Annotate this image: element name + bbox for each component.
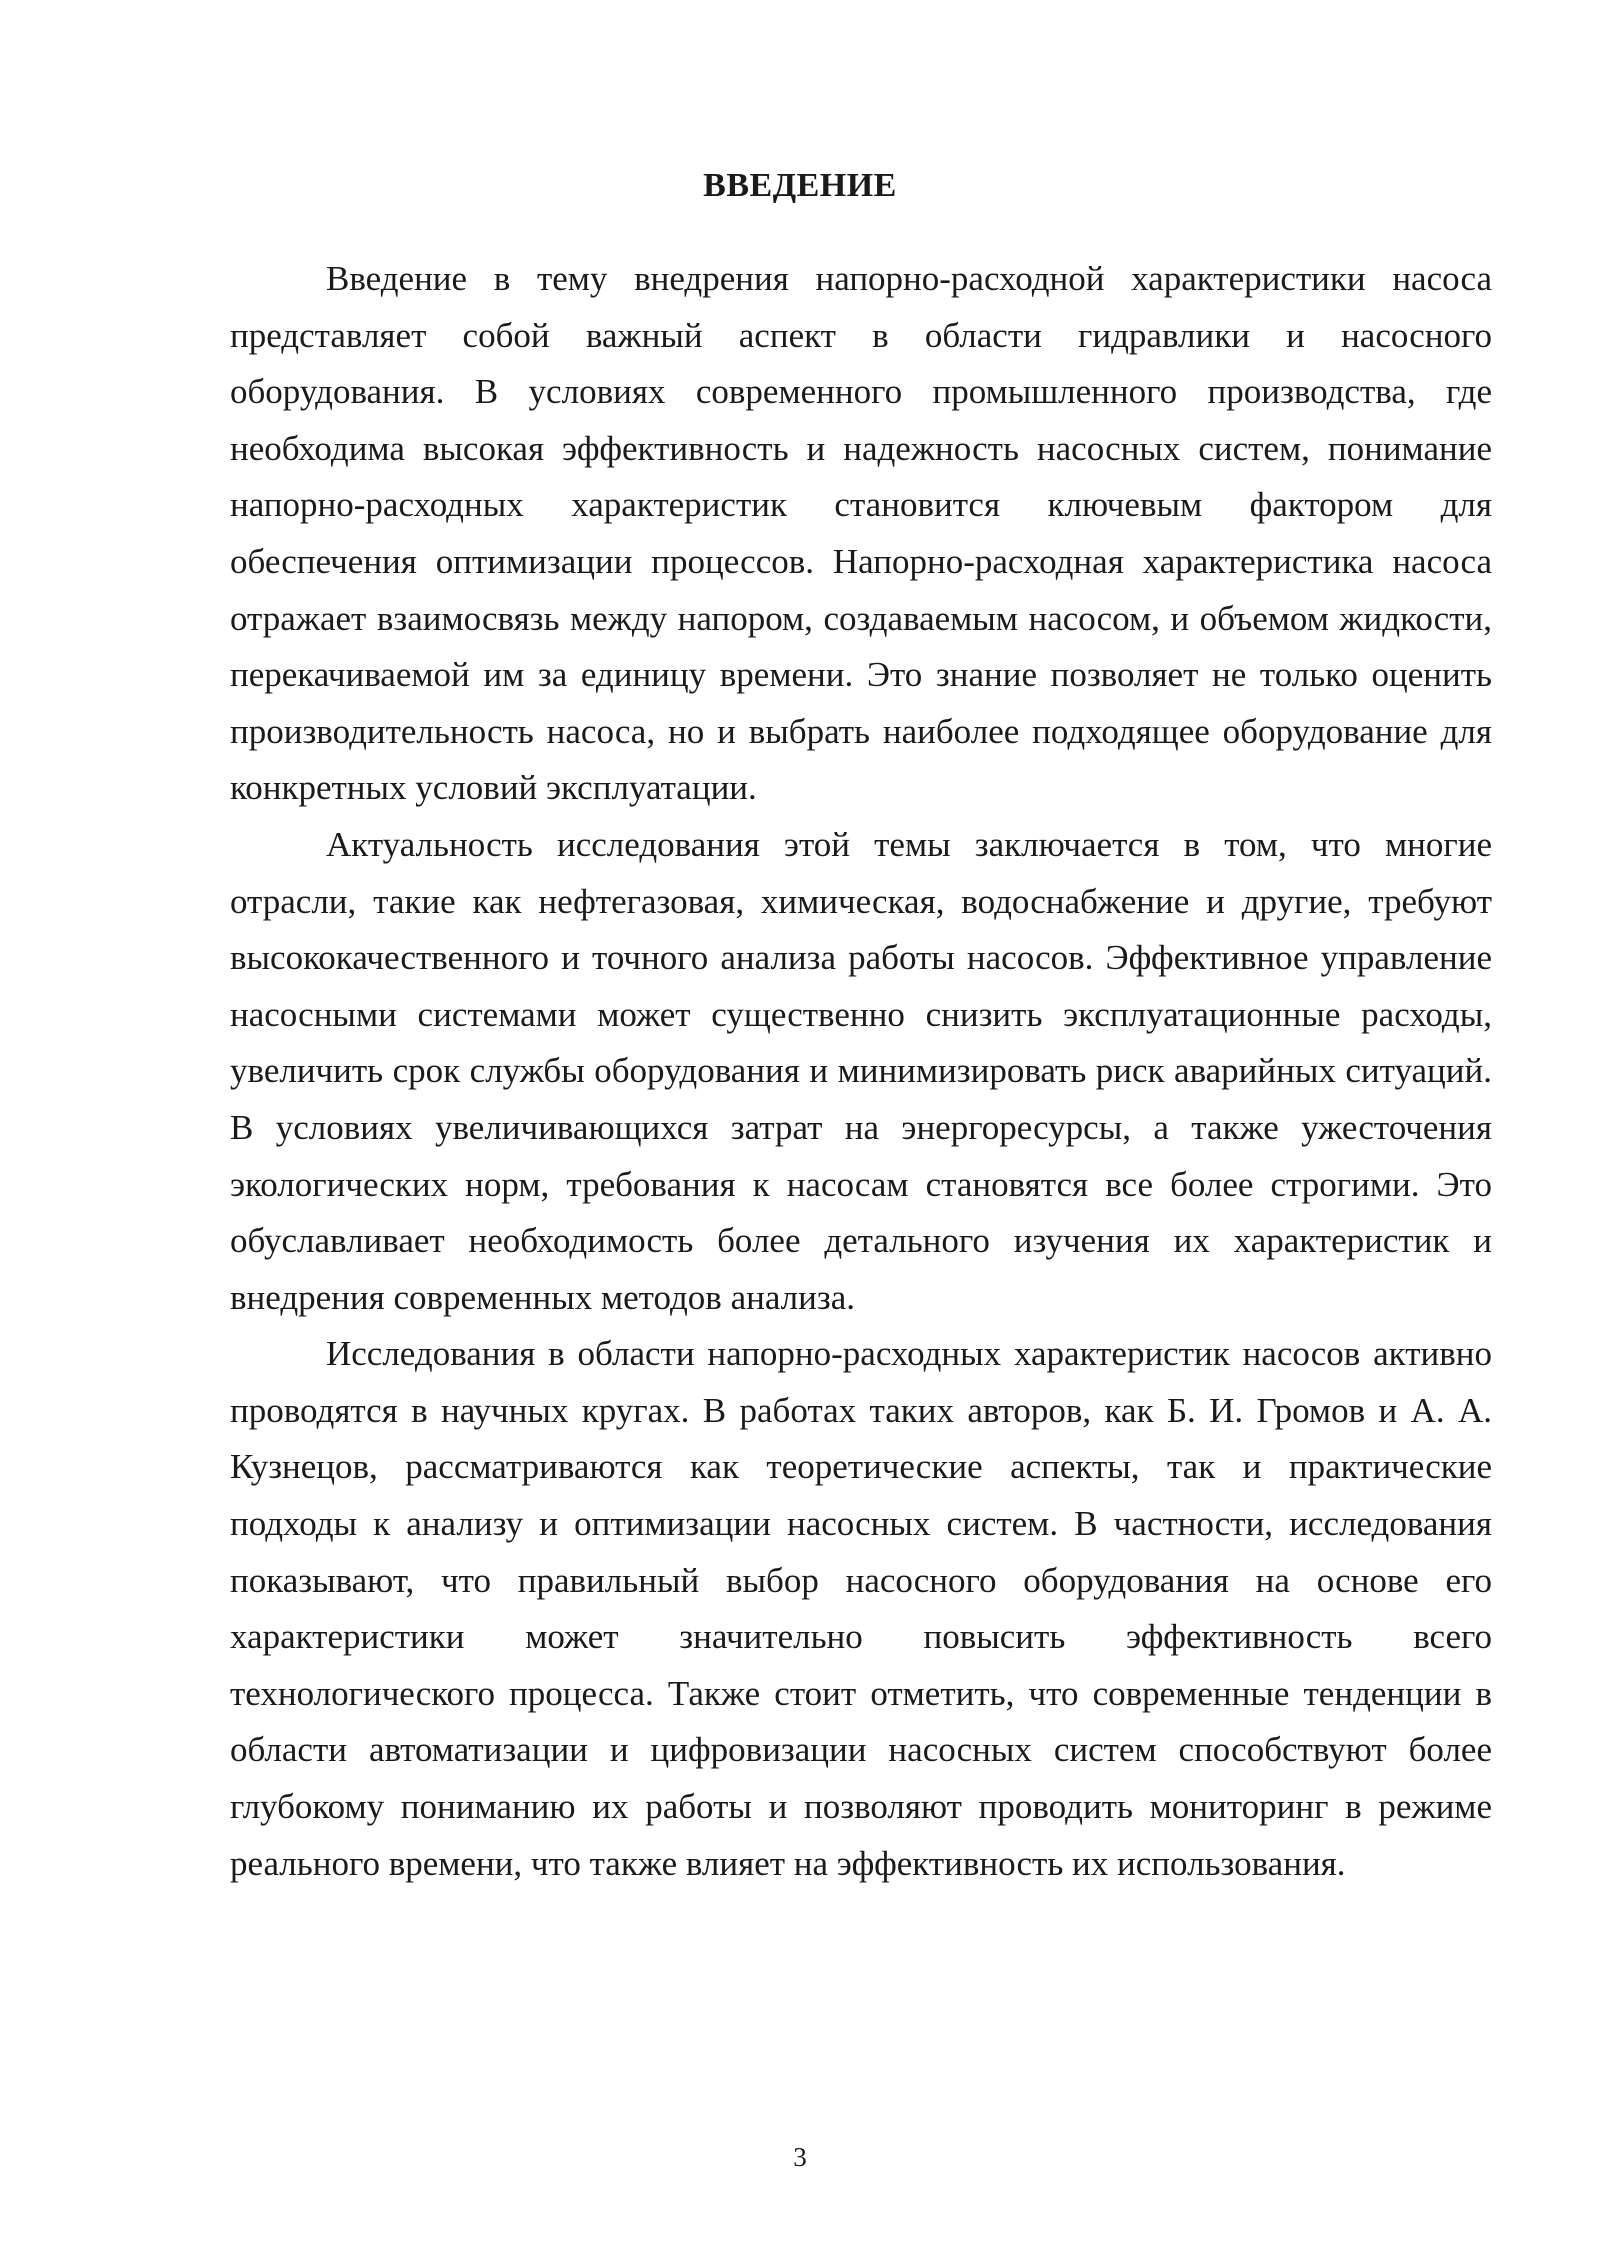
paragraph-1: Введение в тему внедрения напорно-расходной характеристики насоса представляет собой важный аспект в области гидравлики и насосного оборудования. В условиях современного промышленного производства, где необходима высокая эффективность и надежность насосных систем, понимание напорно-расходных характеристик становится ключевым фактором для обеспечения оптимизации процессов. Напорно-расходная характеристика насоса отражает взаимосвязь между напором, создаваемым насосом, и объемом жидкости, перекачиваемой им за единицу времени. Это знание позволяет не только оценить производительность насоса, но и выбрать наиболее подходящее оборудование для конкретных условий эксплуатации. xyxy=(230,259,1492,808)
paragraph-3: Исследования в области напорно-расходных характеристик насосов активно проводятся в научных кругах. В работах таких авторов, как Б. И. Громов и А. А. Кузнецов, рассматриваются как теоретические аспекты, так и практические подходы к анализу и оптимизации насосных систем. В частности, исследования показывают, что правильный выбор насосного оборудования на основе его характеристики может значительно повысить эффективность всего технологического процесса. Также стоит отметить, что современные тенденции в области автоматизации и цифровизации насосных систем способствуют более глубокому пониманию их работы и позволяют проводить мониторинг в режиме реального времени, что также влияет на эффективность их использования. xyxy=(230,1334,1492,1883)
page-title: ВВЕДЕНИЕ xyxy=(703,167,897,204)
page-number: 3 xyxy=(793,2142,807,2172)
document-body xyxy=(230,251,1492,1892)
paragraph-2: Актуальность исследования этой темы заключается в том, что многие отрасли, такие как нефтегазовая, химическая, водоснабжение и другие, требуют высококачественного и точного анализа работы насосов. Эффективное управление насосными системами может существенно снизить эксплуатационные расходы, увеличить срок службы оборудования и минимизировать риск аварийных ситуаций. В условиях увеличивающихся затрат на энергоресурсы, а также ужесточения экологических норм, требования к насосам становятся все более строгими. Это обуславливает необходимость более детального изучения их характеристик и внедрения современных методов анализа. xyxy=(230,824,1492,1317)
